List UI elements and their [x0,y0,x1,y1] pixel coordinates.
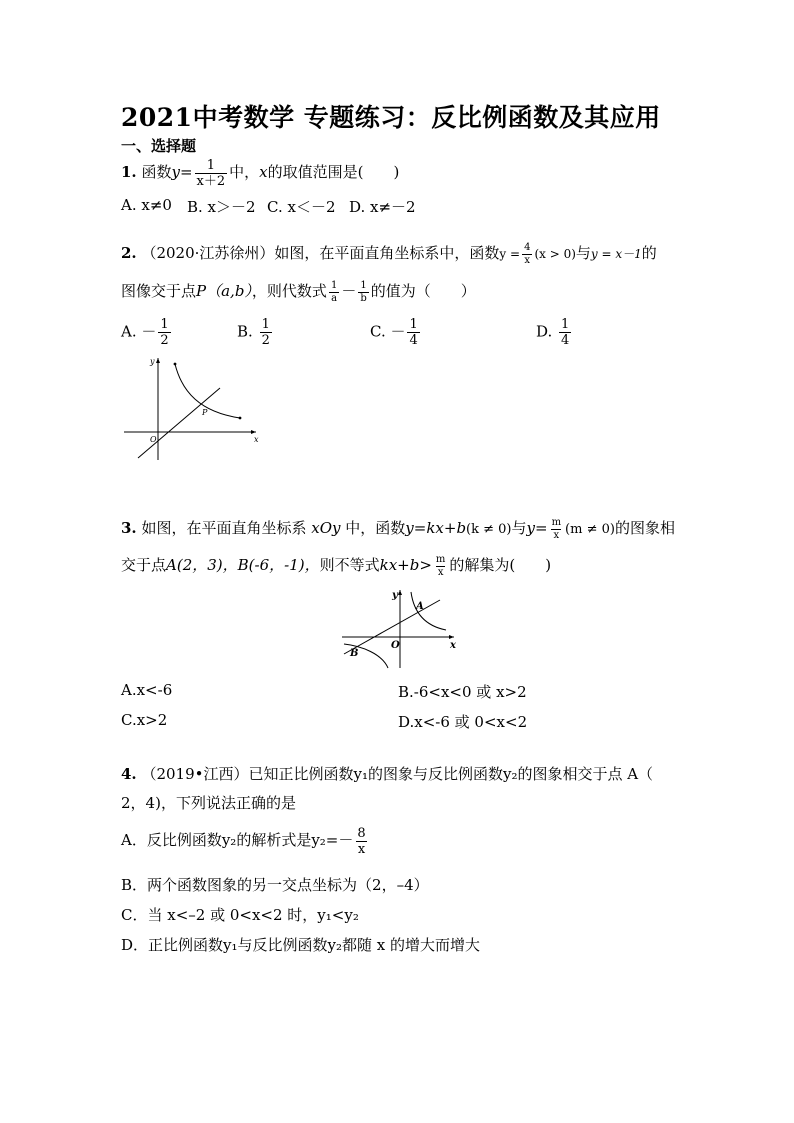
q2-option-d-frac [559,318,571,347]
q3-func2-frac [550,518,563,541]
q2-option-b [237,318,274,347]
q1-frac-den: x＋2 [196,173,226,189]
question-2-line-1 [121,238,657,269]
q2-expr-den2: b [360,292,367,304]
question-3-line-1 [121,513,675,545]
q3-coord-system: xOy [311,519,341,537]
question-4-line-1 [121,763,653,784]
q2-expr-den1: a [331,292,338,304]
x-axis-label: x [254,435,259,444]
q3-figure [340,586,460,670]
q2-func2: y = x－1 [590,247,642,261]
q4-option-a-den: x [357,841,366,857]
q2-line2-post: 的值为（ ） [370,282,476,300]
q2-func1-num: 4 [524,241,531,253]
x-axis-arrow [251,430,256,434]
q2-func1-den: x [524,254,531,266]
q2-option-c-label: C. － [370,322,406,341]
q3-func2-y: y= [526,519,548,537]
q2-option-c [370,318,422,347]
y-axis-label: y [150,357,155,366]
q2-option-a [121,318,173,347]
q2-option-d-label: D. [536,322,558,341]
y-axis-label: y [392,590,398,601]
q1-fraction [195,159,228,188]
line-y-x-minus-1 [138,388,220,458]
q2-option-b-frac [260,318,272,347]
question-1 [121,157,399,188]
q3-point-a: A(2，3)， [166,556,238,574]
q3-func2-den: x [553,529,560,541]
q1-option-d: D. x≠－2 [349,198,416,216]
q3-option-d: D.x<-6 或 0<x<2 [398,713,528,731]
q3-func2-num: m [551,516,562,528]
q3-line2-mid: 则不等式 [319,556,380,574]
q3-option-c: C.x>2 [121,711,168,729]
q3-ineq-frac [434,555,447,578]
curve-end-dot [174,363,177,366]
question-2-line-2 [121,276,476,306]
q3-func1-cond: (k ≠ 0) [466,522,512,537]
curve-end-dot [239,417,242,420]
hyperbola-curve [175,364,240,418]
question-3-line-2 [121,550,551,580]
q2-option-a-den: 2 [160,333,169,348]
q2-option-d-num: 1 [561,317,570,332]
q3-line1-mid: 中，函数 [345,519,406,537]
q1-eq: = [179,163,193,181]
q3-inequality: kx+b> [379,556,432,574]
q4-option-a [121,822,370,858]
q3-point-b: B(-6，-1)， [237,556,320,574]
q1-var-x: x [259,163,268,181]
section-heading: 一、选择题 [121,137,197,155]
q2-mid: 与 [575,244,591,262]
q2-line2-mid: ，则代数式 [251,282,327,300]
q2-func1-y: y = [499,247,521,261]
q2-option-c-den: 4 [409,333,418,348]
q1-frac-num: 1 [206,157,215,173]
page-title: 2021中考数学 专题练习：反比例函数及其应用 [121,103,661,132]
q2-option-c-frac [407,318,419,347]
q4-line1: （2019•江西）已知正比例函数y₁的图象与反比例函数y₂的图象相交于点 A（ [141,765,654,783]
q3-func1: y=kx+b [405,519,467,537]
q2-option-b-den: 2 [261,333,270,348]
q1-text-pre: 函数 [141,163,172,181]
question-number: 4. [121,765,137,783]
q2-text: （2020·江苏徐州）如图，在平面直角坐标系中，函数 [141,244,500,262]
q1-text-tail: 的取值范围是( ) [267,163,400,181]
q3-ineq-den: x [437,566,444,578]
q4-option-a-num: 8 [357,825,366,841]
origin-label: O [150,435,157,444]
q3-option-b: B.-6<x<0 或 x>2 [398,683,527,701]
q2-option-a-label: A. － [121,322,157,341]
q2-func1-cond: (x > 0) [534,247,576,261]
point-b-label: B [350,648,359,659]
q2-func1-fraction [522,243,532,266]
q2-expr-num1: 1 [330,279,338,291]
q1-text-post: 中， [229,163,260,181]
q3-ineq-num: m [435,553,446,565]
y-axis-arrow [398,590,402,595]
q3-option-a: A.x<-6 [121,681,173,699]
q2-expr-frac-1 [329,281,339,304]
q3-line1-post: 的图象相 [614,519,675,537]
q2-line2-pre: 图像交于点 [121,282,197,300]
q4-option-a-frac [355,827,367,856]
q2-option-a-num: 1 [160,317,169,332]
q1-option-a: A. x≠0 [121,196,172,214]
q2-expr-frac-2 [358,281,368,304]
q1-option-b: B. x＞－2 [187,198,256,216]
q4-option-b: B．两个函数图象的另一交点坐标为（2，–4） [121,876,429,894]
q2-option-d-den: 4 [561,333,570,348]
question-number: 2. [121,244,137,262]
point-p-label: P [202,408,208,417]
q3-func2-cond: (m ≠ 0) [565,522,615,537]
q4-option-c: C．当 x<–2 或 0<x<2 时，y₁<y₂ [121,906,359,924]
q3-mid: 与 [511,519,527,537]
q2-expr-minus: － [341,282,357,300]
q4-option-d: D．正比例函数y₁与反比例函数y₂都随 x 的增大而增大 [121,936,480,954]
question-4-line-2: 2，4)，下列说法正确的是 [121,794,296,812]
y-axis-arrow [156,358,160,363]
q2-option-a-frac [158,318,170,347]
x-axis-arrow [449,635,454,639]
q2-option-b-label: B. [237,322,258,341]
q2-figure [120,352,265,464]
q2-line1-post: 的 [641,244,657,262]
q3-line1-pre: 如图，在平面直角坐标系 [141,519,307,537]
q4-option-a-text: A．反比例函数y₂的解析式是y₂=－ [121,831,354,849]
question-number: 3. [121,519,137,537]
q2-expr-num2: 1 [360,279,367,291]
q1-option-c: C. x＜－2 [267,198,336,216]
q3-line2-post: 的解集为( ) [449,556,552,574]
q2-option-d [536,318,573,347]
q2-option-b-num: 1 [261,317,270,332]
q2-option-c-num: 1 [409,317,418,332]
x-axis-label: x [450,640,456,651]
q1-var-y: y [171,163,180,181]
point-a-label: A [416,601,424,612]
q3-line2-pre: 交于点 [121,556,167,574]
origin-label: O [391,640,400,651]
question-number: 1. [121,163,137,181]
q2-point: P（a,b） [196,282,252,300]
